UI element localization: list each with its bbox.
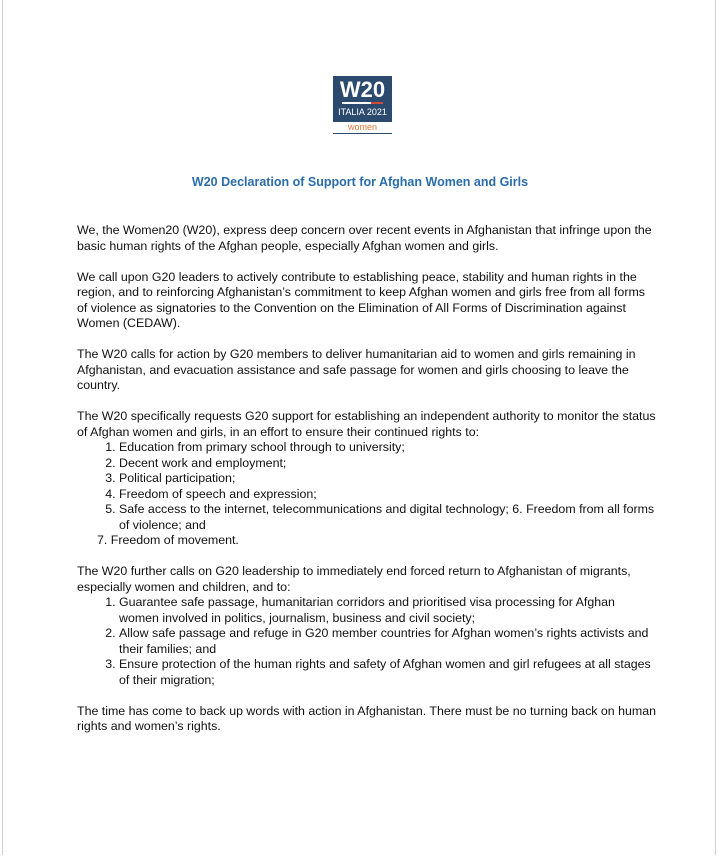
list-item: 1. Guarantee safe passage, humanitarian corridors and prioritised visa processing for Afghan women involved in politics, journalism, business and civil society; [119,595,657,626]
list-item-freedom-of-movement: 7. Freedom of movement. [97,533,239,547]
logo-divider-accent [371,102,383,104]
paragraph-humanitarian-aid: The W20 calls for action by G20 members to deliver humanitarian aid to women and girls remaining in Afghanistan, and evacuation assistance and safe passage for women and girls choosing to leave the country. [77,347,636,392]
logo-underline [333,133,392,134]
document-title: W20 Declaration of Support for Afghan Women and Girls [191,175,529,189]
document-page [2,0,716,855]
logo-mark: W20 [339,77,386,102]
paragraph-intro: We, the Women20 (W20), express deep concern over recent events in Afghanistan that infringe upon the basic human rights of the Afghan people, especially Afghan women and girls. [77,223,652,253]
w20-logo [333,76,393,133]
logo-subtitle: ITALIA 2021 [338,107,387,117]
logo-box [333,76,392,122]
paragraph-closing: The time has come to back up words with action in Afghanistan. There must be no turning back on human rights and women’s rights. [77,703,657,733]
paragraph-g20-leaders: We call upon G20 leaders to actively contribute to establishing peace, stability and human rights in the region, and to reinforcing Afghanistan’s commitment to keep Afghan women and girls free from all forms of violence as signatories to the Convention on the Elimination of All Forms of Discrimination against Women (CEDAW). [77,269,645,330]
rights-list [77,440,657,533]
list-item: 2. Decent work and employment; [119,456,657,472]
list-item: 5. Safe access to the internet, telecommunications and digital technology; 6. Freedom from all forms of violence; and [119,502,657,533]
actions-list [77,595,657,688]
list-item: 3. Ensure protection of the human rights and safety of Afghan women and girl refugees at all stages of their migration; [119,657,657,688]
logo-tagline: women [347,122,377,132]
list-item: 2. Allow safe passage and refuge in G20 member countries for Afghan women’s rights activists and their families; and [119,626,657,657]
list-item: 4. Freedom of speech and expression; [119,487,657,503]
document-body [77,223,657,750]
paragraph-forced-return: The W20 further calls on G20 leadership to immediately end forced return to Afghanistan of migrants, especially women and children, and to: [77,564,631,594]
list-item: 1. Education from primary school through to university; [119,440,657,456]
list-item: 3. Political participation; [119,471,657,487]
paragraph-independent-authority: The W20 specifically requests G20 support for establishing an independent authority to monitor the status of Afghan women and girls, in an effort to ensure their continued rights to: [77,409,656,439]
